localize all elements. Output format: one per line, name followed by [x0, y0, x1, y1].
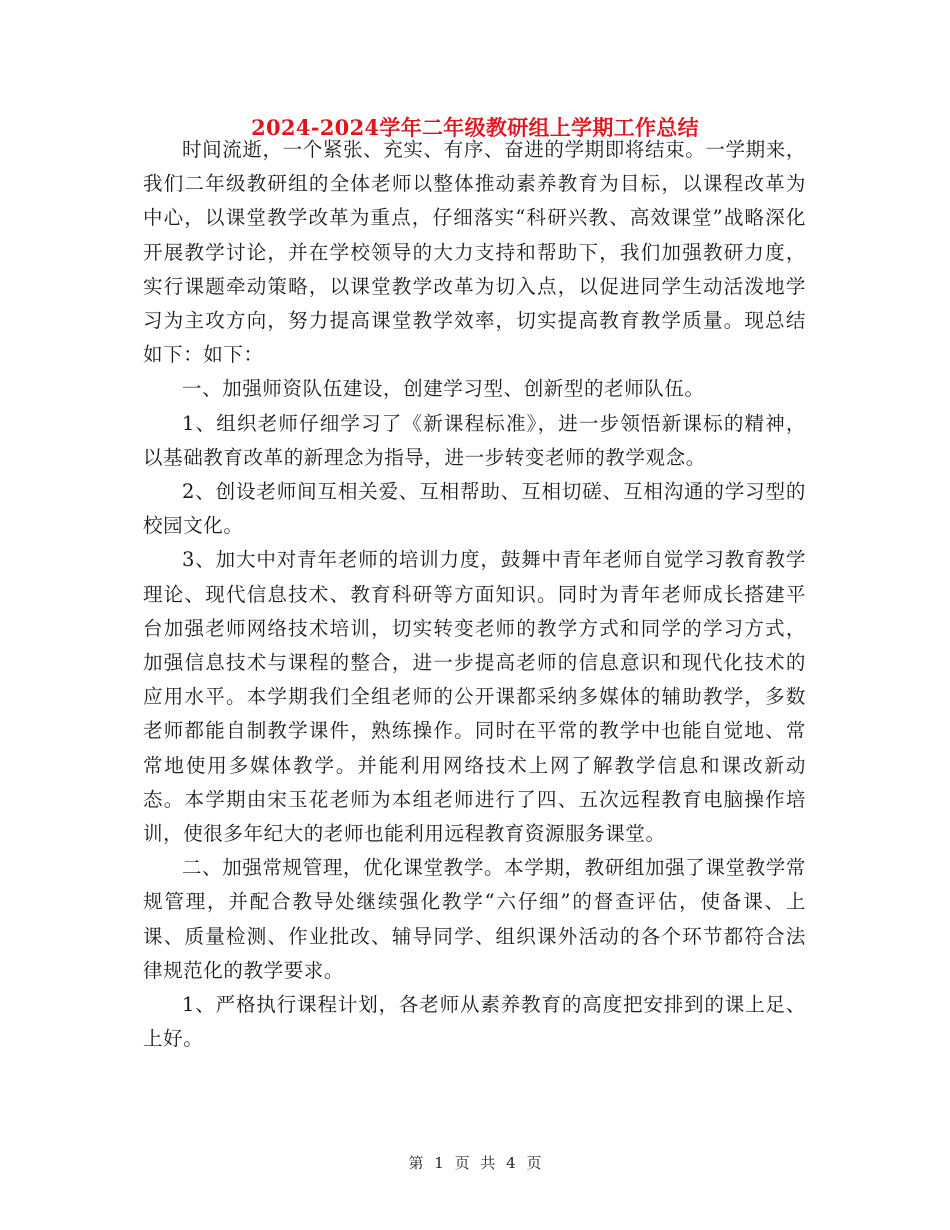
paragraph-section-2-item-1: 1、严格执行课程计划，各老师从素养教育的高度把安排到的课上足、上好。 — [143, 993, 806, 1051]
paragraph-item-3: 3、加大中对青年老师的培训力度，鼓舞中青年老师自觉学习教育教学理论、现代信息技术、教育科研等方面知识。同时为青年老师成长搭建平台加强老师网络技术培训，切实转变老师的教学方式和同学的学习方式，加强信息技术与课程的整合，进一步提高老师的信息意识和现代化技术的应用水平。本学期我们全组老师的公开课都采纳多媒体的辅助教学，多数老师都能自制教学课件，熟练操作。同时在平常的教学中也能自觉地、常常地使用多媒体教学。并能利用网络技术上网了解教学信息和课改新动态。本学期由宋玉花老师为本组老师进行了四、五次远程教育电脑操作培训，使很多年纪大的老师也能利用远程教育资源服务课堂。 — [143, 548, 806, 846]
page-number-footer: 第 1 页 共 4 页 — [408, 1154, 542, 1172]
paragraph-item-1: 1、组织老师仔细学习了《新课程标准》，进一步领悟新课标的精神，以基础教育改革的新理念为指导，进一步转变老师的教学观念。 — [143, 411, 806, 469]
paragraph-item-2: 2、创设老师间互相关爱、互相帮助、互相切磋、互相沟通的学习型的校园文化。 — [143, 480, 806, 538]
paragraph-intro: 时间流逝，一个紧张、充实、有序、奋进的学期即将结束。一学期来，我们二年级教研组的全体老师以整体推动素养教育为目标，以课程改革为中心，以课堂教学改革为重点，仔细落实“科研兴教、高效课堂”战略深化开展教学讨论，并在学校领导的大力支持和帮助下，我们加强教研力度，实行课题牵动策略，以课堂教学改革为切入点，以促进同学生动活泼地学习为主攻方向，努力提高课堂教学效率，切实提高教育教学质量。现总结如下：如下： — [143, 138, 806, 367]
paragraph-section-1-heading: 一、加强师资队伍建设，创建学习型、创新型的老师队伍。 — [182, 377, 705, 401]
document-body — [143, 133, 806, 1056]
paragraph-section-2: 二、加强常规管理，优化课堂教学。本学期，教研组加强了课堂教学常规管理，并配合教导处继续强化教学“六仔细”的督查评估，使备课、上课、质量检测、作业批改、辅导同学、组织课外活动的各个环节都符合法律规范化的教学要求。 — [143, 856, 806, 982]
document-title: 2024-2024学年二年级教研组上学期工作总结 — [251, 115, 699, 140]
